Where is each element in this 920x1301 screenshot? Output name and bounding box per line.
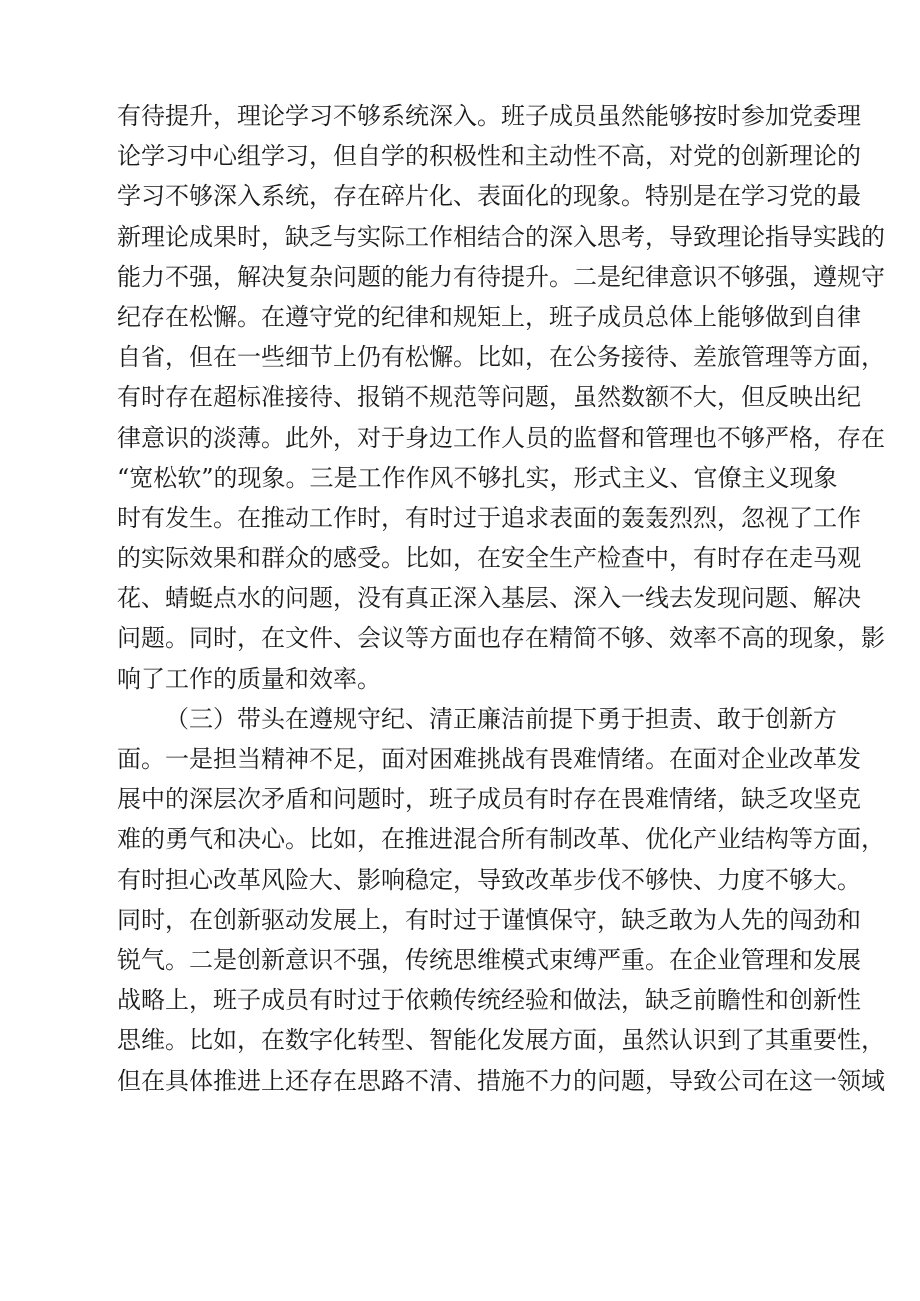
text-line: 有待提升，理论学习不够系统深入。班子成员虽然能够按时参加党委理	[117, 102, 861, 130]
document-body	[117, 96, 885, 1101]
text-line: 锐气。二是创新意识不强，传统思维模式束缚严重。在企业管理和发展	[117, 945, 861, 974]
text-line: 展中的深层次矛盾和问题时，班子成员有时存在畏难情绪，缺乏攻坚克	[117, 785, 861, 814]
text-line: 时有发生。在推动工作时，有时过于追求表面的轰轰烈烈，忽视了工作	[117, 503, 861, 532]
text-line: 面。一是担当精神不足，面对困难挑战有畏难情绪。在面对企业改革发	[117, 745, 861, 773]
paragraph-1	[117, 96, 885, 699]
text-line: “宽松软”的现象。三是工作作风不够扎实，形式主义、官僚主义现象	[117, 463, 838, 492]
text-line: 战略上，班子成员有时过于依赖传统经验和做法，缺乏前瞻性和创新性	[117, 986, 861, 1015]
text-line: 纪存在松懈。在遵守党的纪律和规矩上，班子成员总体上能够做到自律	[117, 302, 861, 331]
text-line: 学习不够深入系统，存在碎片化、表面化的现象。特别是在学习党的最	[117, 182, 861, 211]
text-line: 有时担心改革风险大、影响稳定，导致改革步伐不够快、力度不够大。	[117, 865, 861, 894]
paragraph-2	[117, 699, 885, 1101]
text-line: 律意识的淡薄。此外，对于身边工作人员的监督和管理也不够严格，存在	[117, 423, 885, 452]
text-line: 有时存在超标准接待、报销不规范等问题，虽然数额不大，但反映出纪	[117, 383, 861, 412]
text-line: 问题。同时，在文件、会议等方面也存在精简不够、效率不高的现象，影	[117, 624, 885, 653]
text-line: 难的勇气和决心。比如，在推进混合所有制改革、优化产业结构等方面，	[117, 825, 885, 854]
text-line: 新理论成果时，缺乏与实际工作相结合的深入思考，导致理论指导实践的	[117, 222, 885, 251]
text-line: 花、蜻蜓点水的问题，没有真正深入基层、深入一线去发现问题、解决	[117, 584, 861, 613]
text-line: 响了工作的质量和效率。	[117, 664, 381, 693]
text-line: 思维。比如，在数字化转型、智能化发展方面，虽然认识到了其重要性，	[117, 1026, 885, 1055]
text-line: 同时，在创新驱动发展上，有时过于谨慎保守，缺乏敢为人先的闯劲和	[117, 905, 861, 934]
section-heading-line: （三）带头在遵规守纪、清正廉洁前提下勇于担责、敢于创新方	[165, 704, 837, 733]
text-line: 自省，但在一些细节上仍有松懈。比如，在公务接待、差旅管理等方面，	[117, 343, 885, 372]
text-line: 能力不强，解决复杂问题的能力有待提升。二是纪律意识不够强，遵规守	[117, 262, 885, 291]
text-line: 论学习中心组学习，但自学的积极性和主动性不高，对党的创新理论的	[117, 142, 861, 171]
text-line: 的实际效果和群众的感受。比如，在安全生产检查中，有时存在走马观	[117, 544, 861, 573]
text-line: 但在具体推进上还存在思路不清、措施不力的问题，导致公司在这一领域	[117, 1066, 885, 1095]
